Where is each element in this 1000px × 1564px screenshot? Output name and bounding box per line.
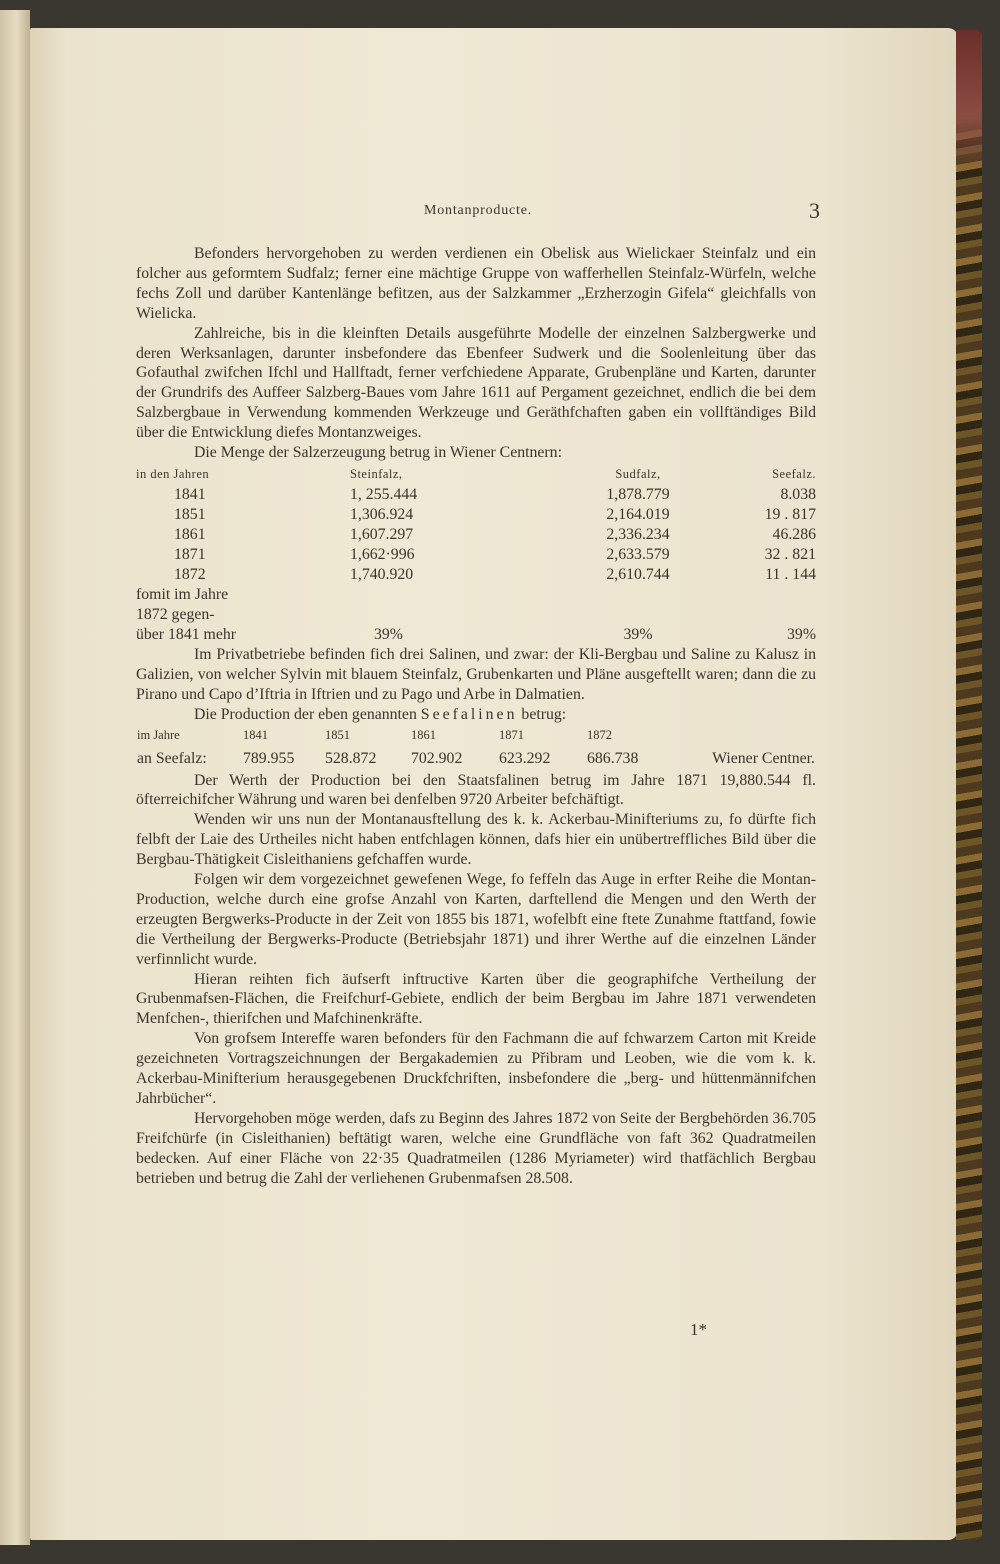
table-row bbox=[136, 565, 816, 585]
table-cell: 32 . 821 bbox=[764, 546, 816, 564]
table-cell: 1851 bbox=[174, 506, 206, 524]
text-span: Die Production der eben genannten bbox=[194, 705, 417, 723]
table-row bbox=[136, 747, 816, 771]
paragraph: Der Werth der Production bei den Staatsfalinen betrug im Jahre 1871 19,880.544 fl. öfterreichifcher Währung und waren bei denfelben 9720 Arbeiter befchäftigt. bbox=[136, 771, 816, 809]
table-cell: 1,878.779 bbox=[606, 486, 670, 504]
table-header: 1851 bbox=[325, 727, 350, 742]
page-number: 3 bbox=[809, 198, 820, 223]
table-cell: 46.286 bbox=[772, 526, 816, 544]
sea-salt-table bbox=[136, 725, 816, 771]
table-cell: 1871 bbox=[174, 546, 206, 564]
table-cell: 19 . 817 bbox=[764, 506, 816, 524]
table-header: Sudfalz, bbox=[615, 467, 661, 482]
table-row bbox=[136, 625, 816, 645]
summary-label: 1872 gegen- bbox=[136, 606, 215, 624]
book-binding-corner bbox=[956, 30, 982, 170]
table-cell: 8.038 bbox=[780, 486, 816, 504]
table-cell: 702.902 bbox=[411, 749, 463, 767]
table-row bbox=[136, 505, 816, 525]
paragraph: Von grofsem Intereffe waren befonders für den Fachmann die auf fchwarzem Carton mit Kreide gezeichneten Vortragszeichnungen der Bergakademien zu Přibram und Leoben, wie die vom k. k. Ackerbau-Minifterium herausgegebenen Druckfchriften, insbefondere die „berg- und hüttenmännifchen Jahrbücher“. bbox=[136, 1030, 816, 1107]
table-row bbox=[136, 525, 816, 545]
table-row bbox=[136, 585, 816, 605]
table-header-row bbox=[136, 465, 816, 485]
summary-label: über 1841 mehr bbox=[136, 626, 237, 644]
table-cell: an Seefalz: bbox=[137, 749, 207, 767]
table-header: 1841 bbox=[243, 727, 268, 742]
table-cell: Wiener Centner. bbox=[712, 749, 815, 767]
paragraph bbox=[136, 705, 816, 725]
table-cell: 1,306.924 bbox=[350, 506, 414, 524]
table-cell: 2,610.744 bbox=[606, 566, 670, 584]
left-page-edge bbox=[0, 10, 30, 1545]
summary-label: fomit im Jahre bbox=[136, 586, 229, 604]
table-cell: 2,164.019 bbox=[606, 506, 670, 524]
paragraph: Die Menge der Salzerzeugung betrug in Wiener Centnern: bbox=[194, 444, 562, 462]
paragraph: Hieran reihten fich äufserft inftructive Karten über die geographifche Vertheilung der Grubenmafsen-Flächen, die Freifchurf-Gebiete, endlich der beim Bergbau im Jahre 1871 verwendeten Menfchen-, thierifchen und Mafchinenkräfte. bbox=[136, 970, 816, 1028]
paragraph: Wenden wir uns nun der Montanausftellung des k. k. Ackerbau-Minifteriums zu, fo dürfte fich felbft der Laie des Urtheiles nicht haben entfchlagen können, dafs hier ein unübertreffliches Bild über die Bergbau-Thätigkeit Cisleithaniens gefchaffen wurde. bbox=[136, 811, 816, 869]
text-span: betrug: bbox=[521, 705, 567, 723]
paragraph: Hervorgehoben möge werden, dafs zu Beginn des Jahres 1872 von Seite der Bergbehörden 36.705 Freifchürfe (in Cisleithanien) beftätigt waren, welche eine Grundfläche von faft 362 Quadratmeilen bedecken. Auf einer Fläche von 22·35 Quadratmeilen (1286 Myriameter) wird thatfächlich Bergbau betrieben und betrug die Zahl der verliehenen Grubenmafsen 28.508. bbox=[136, 1109, 816, 1187]
table-row bbox=[136, 485, 816, 505]
table-header: im Jahre bbox=[137, 727, 180, 742]
signature-mark: 1* bbox=[690, 1320, 707, 1339]
paragraph: Im Privatbetriebe befinden fich drei Salinen, und zwar: der Kli-Bergbau und Saline zu Kalusz in Galizien, von welcher Sylvin mit blauem Steinfalz, Grubenkarten und Pläne ausgeftellt waren; dann die zu Pirano und Capo d’Iftria in Iftrien und zu Pago und Arbe in Dalmatien. bbox=[136, 645, 816, 703]
table-header: Steinfalz, bbox=[350, 467, 403, 482]
table-cell: 1,740.920 bbox=[350, 566, 414, 584]
table-header: 1861 bbox=[411, 727, 436, 742]
table-row bbox=[136, 605, 816, 625]
table-header: Seefalz. bbox=[772, 467, 816, 482]
summary-value: 39% bbox=[374, 626, 403, 644]
table-cell: 623.292 bbox=[499, 749, 551, 767]
table-cell: 789.955 bbox=[243, 749, 295, 767]
table-cell: 686.738 bbox=[587, 749, 639, 767]
summary-value: 39% bbox=[623, 626, 653, 644]
salt-production-table bbox=[136, 465, 816, 645]
table-row bbox=[136, 545, 816, 565]
table-cell: 11 . 144 bbox=[765, 566, 816, 584]
paragraph: Zahlreiche, bis in die kleinften Details ausgeführte Modelle der einzelnen Salzbergwerke und deren Werksanlagen, darunter insbefondere das Ebenfeer Sudwerk und die Soolenleitung über das Gofauthal zwifchen Ifchl und Hallftadt, ferner verfchiedene Apparate, Grubenpläne und Karten, darunter der Grundrifs des Auffeer Salzberg-Baues vom Jahre 1611 auf Pergament gezeichnet, endlich die bei dem Salzbergbaue in Verwendung kommenden Werkzeuge und Geräthfchaften gaben ein vollftändiges Bild über die Entwicklung diefes Montanzweiges. bbox=[136, 324, 816, 442]
table-cell: 528.872 bbox=[325, 749, 377, 767]
paragraph: Folgen wir dem vorgezeichnet gewefenen Wege, fo feffeln das Auge in erfter Reihe die Montan-Production, welche durch eine grofse Anzahl von Karten, darftellend die Mengen und den Werth der erzeugten Bergwerks-Producte in der Zeit von 1855 bis 1871, wofelbft eine ftete Zunahme ftattfand, fowie die Vertheilung der Bergwerks-Producte (Betriebsjahr 1871) und ihrer Werthe auf die einzelnen Länder verfinnlicht wurde. bbox=[136, 871, 816, 968]
table-cell: 1861 bbox=[174, 526, 206, 544]
page-header bbox=[136, 200, 820, 224]
table-cell: 1,662·996 bbox=[350, 546, 415, 564]
paragraph: Befonders hervorgehoben zu werden verdienen ein Obelisk aus Wielickaer Steinfalz und ein folcher aus geformtem Sudfalz; ferner eine mächtige Gruppe von wafferhellen Steinfalz-Würfeln, welche fechs Zoll und darüber Kantenlänge befitzen, aus der Salzkammer „Erzherzogin Gifela“ gleichfalls von Wielicka. bbox=[136, 245, 816, 322]
table-cell: 1, 255.444 bbox=[350, 486, 418, 504]
table-cell: 2,336.234 bbox=[606, 526, 670, 544]
marbled-book-edge bbox=[956, 30, 982, 1540]
body-text bbox=[136, 244, 816, 1189]
table-header: in den Jahren bbox=[136, 467, 210, 482]
table-header: 1872 bbox=[587, 727, 612, 742]
table-cell: 1841 bbox=[174, 486, 206, 504]
table-header-row bbox=[136, 725, 816, 747]
table-header: 1871 bbox=[499, 727, 524, 742]
table-cell: 1,607.297 bbox=[350, 526, 414, 544]
summary-value: 39% bbox=[787, 626, 816, 644]
running-title: Montanproducte. bbox=[423, 203, 533, 218]
table-cell: 1872 bbox=[174, 566, 206, 584]
table-cell: 2,633.579 bbox=[606, 546, 670, 564]
emphasized-term: Seefalinen bbox=[420, 705, 518, 723]
